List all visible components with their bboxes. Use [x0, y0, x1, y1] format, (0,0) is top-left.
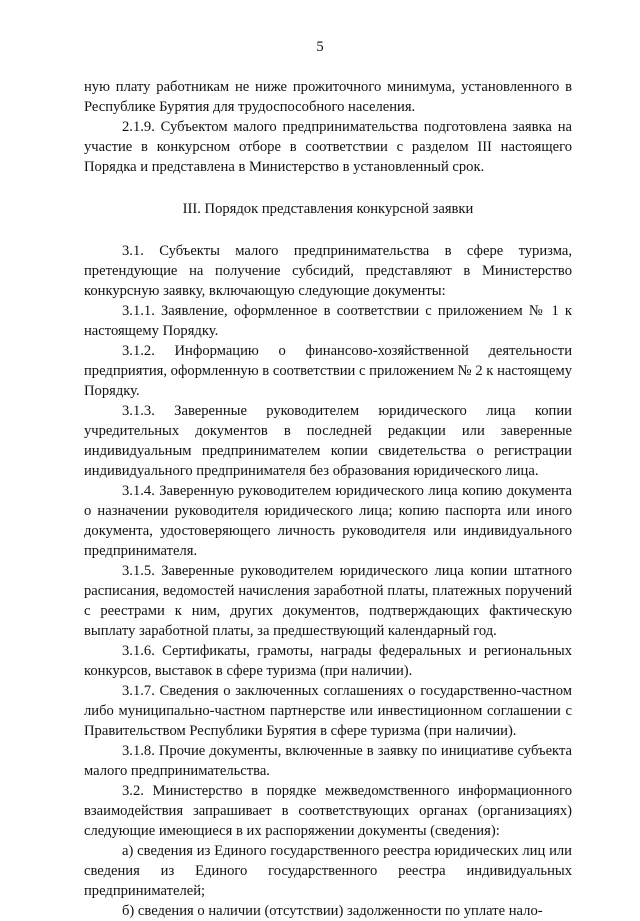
paragraph-3-1-3: 3.1.3. Заверенные руководителем юридического лица копии учредительных документов в последней редакции или заверенные индивидуальным предпринимателем копии свидетельства о регистрации индивидуального предпринимателя без образования юридического лица. [84, 403, 572, 479]
section-heading: III. Порядок представления конкурсной заявки [182, 201, 474, 217]
page-number: 5 [316, 39, 324, 55]
paragraph-2-1-9: 2.1.9. Субъектом малого предпринимательства подготовлена заявка на участие в конкурсном отборе в соответствии с разделом III настоящего Порядка и представлена в Министерство в установленный срок. [84, 119, 572, 175]
paragraph-3-1-1: 3.1.1. Заявление, оформленное в соответствии с приложением № 1 к настоящему Порядку. [84, 303, 572, 339]
paragraph-continuation: ную плату работникам не ниже прожиточного минимума, установленного в Республике Бурятия для трудоспособного населения. [84, 79, 572, 115]
paragraph-3-1-6: 3.1.6. Сертификаты, грамоты, награды федеральных и региональных конкурсов, выставок в сфере туризма (при наличии). [84, 643, 572, 679]
paragraph-3-1-5: 3.1.5. Заверенные руководителем юридического лица копии штатного расписания, ведомостей начисления заработной платы, платежных поручений с реестрами к ним, других документов, подтверждающих фактическую выплату заработной платы, за предшествующий календарный год. [84, 563, 572, 639]
paragraph-3-1-4: 3.1.4. Заверенную руководителем юридического лица копию документа о назначении руководителя юридического лица; копию паспорта или иного документа, удостоверяющего личность руководителя или индивидуального предпринимателя. [84, 483, 572, 559]
paragraph-3-1-2: 3.1.2. Информацию о финансово-хозяйственной деятельности предприятия, оформленную в соответствии с приложением № 2 к настоящему Порядку. [84, 343, 572, 399]
paragraph-3-1-8: 3.1.8. Прочие документы, включенные в заявку по инициативе субъекта малого предпринимательства. [84, 743, 572, 779]
document-body [84, 77, 572, 921]
paragraph-b: б) сведения о наличии (отсутствии) задолженности по уплате нало- [122, 903, 543, 919]
paragraph-3-1-7: 3.1.7. Сведения о заключенных соглашениях о государственно-частном либо муниципально-частном партнерстве или инвестиционном соглашении с Правительством Республики Бурятия в сфере туризма (при наличии). [84, 683, 572, 739]
paragraph-3-2: 3.2. Министерство в порядке межведомственного информационного взаимодействия запрашивает в соответствующих органах (организациях) следующие имеющиеся в их распоряжении документы (сведения): [84, 783, 572, 839]
paragraph-3-1: 3.1. Субъекты малого предпринимательства в сфере туризма, претендующие на получение субсидий, представляют в Министерство конкурсную заявку, включающую следующие документы: [84, 243, 572, 299]
paragraph-a: а) сведения из Единого государственного реестра юридических лиц или сведения из Единого государственного реестра индивидуальных предпринимателей; [84, 843, 572, 899]
